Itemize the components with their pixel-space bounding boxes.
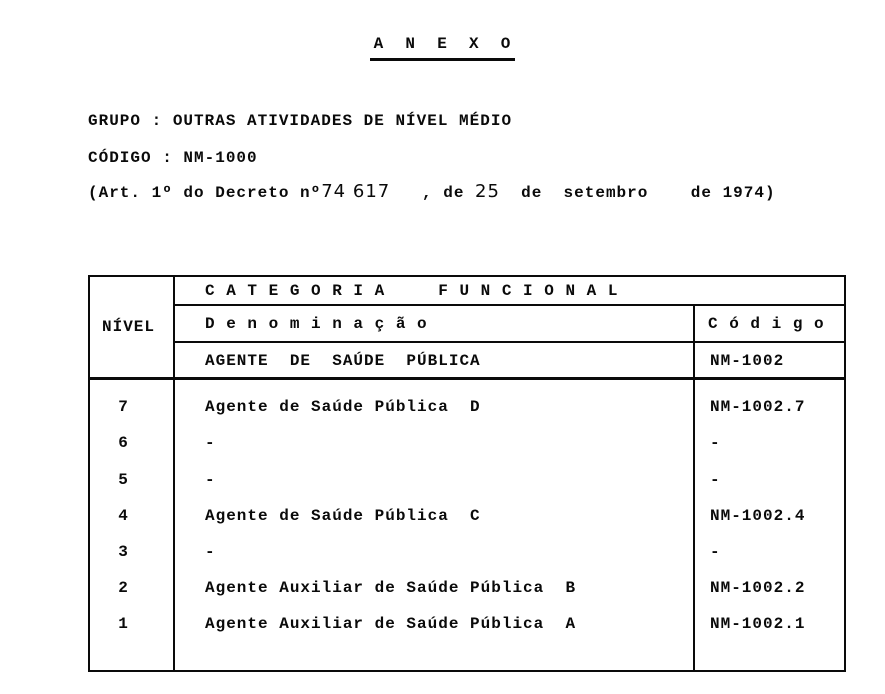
column-header-underline <box>173 341 844 343</box>
decree-day: 25 <box>475 181 500 202</box>
row-codigo: NM-1002.4 <box>710 507 806 525</box>
grupo-line: GRUPO : OUTRAS ATIVIDADES DE NÍVEL MÉDIO <box>88 112 513 130</box>
table-row <box>90 578 844 600</box>
row-denominacao: - <box>205 543 216 561</box>
row-denominacao: Agente de Saúde Pública D <box>205 398 481 416</box>
categoria-header-underline <box>173 304 844 306</box>
title-row <box>0 34 885 61</box>
codigo-column-header: C ó d i g o <box>708 315 825 333</box>
row-nivel: 5 <box>118 471 129 489</box>
decree-suffix: de 1974) <box>648 184 776 202</box>
row-denominacao: - <box>205 434 216 452</box>
decree-mid: , de <box>390 184 476 202</box>
row-nivel: 7 <box>118 398 129 416</box>
career-levels-table <box>88 275 846 672</box>
decree-number: 74 617 <box>321 181 391 202</box>
decree-month: de setembro <box>499 184 649 202</box>
categoria-funcional-header: C A T E G O R I A F U N C I O N A L <box>205 282 619 300</box>
table-row <box>90 397 844 419</box>
table-row <box>90 470 844 492</box>
group-row-codigo: NM-1002 <box>710 352 785 370</box>
row-codigo: - <box>710 471 721 489</box>
table-row <box>90 542 844 564</box>
row-nivel: 1 <box>118 615 129 633</box>
row-denominacao: Agente Auxiliar de Saúde Pública A <box>205 615 577 633</box>
group-row-underline <box>90 377 844 380</box>
decree-line <box>88 182 776 203</box>
codigo-line: CÓDIGO : NM-1000 <box>88 149 258 167</box>
row-codigo: NM-1002.1 <box>710 615 806 633</box>
row-nivel: 6 <box>118 434 129 452</box>
row-denominacao: Agente de Saúde Pública C <box>205 507 481 525</box>
group-row-denominacao: AGENTE DE SAÚDE PÚBLICA <box>205 352 481 370</box>
row-nivel: 2 <box>118 579 129 597</box>
decree-prefix: (Art. 1º do Decreto nº <box>88 184 322 202</box>
row-codigo: NM-1002.7 <box>710 398 806 416</box>
row-denominacao: Agente Auxiliar de Saúde Pública B <box>205 579 577 597</box>
row-codigo: - <box>710 543 721 561</box>
page-title: A N E X O <box>370 34 516 61</box>
table-row <box>90 433 844 455</box>
row-denominacao: - <box>205 471 216 489</box>
row-nivel: 3 <box>118 543 129 561</box>
table-row <box>90 614 844 636</box>
table-row <box>90 506 844 528</box>
nivel-column-header: NÍVEL <box>101 318 155 336</box>
denominacao-column-header: D e n o m i n a ç ã o <box>205 315 428 333</box>
row-codigo: - <box>710 434 721 452</box>
row-codigo: NM-1002.2 <box>710 579 806 597</box>
row-nivel: 4 <box>118 507 129 525</box>
